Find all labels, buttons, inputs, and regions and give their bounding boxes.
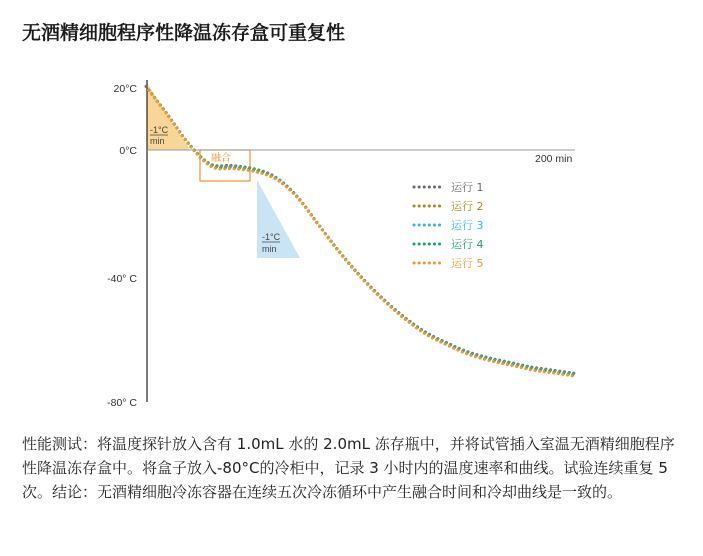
- series-line-run-1: [146, 86, 574, 373]
- series-layer: [146, 86, 576, 376]
- fusion-label: 融合: [211, 153, 231, 164]
- post-fusion-rate-denominator: min: [262, 244, 277, 254]
- series-line-run-3: [147, 88, 575, 375]
- legend: [414, 181, 484, 270]
- legend-label: 运行 5: [451, 257, 484, 270]
- initial-rate-denominator: min: [150, 136, 165, 146]
- legend-label: 运行 1: [451, 181, 484, 194]
- caption: 性能测试：将温度探针放入含有 1.0mL 水的 2.0mL 冻存瓶中，并将试管插入室温无酒精细胞程序性降温冻存盒中。将盒子放入-80°C的冷柜中，记录 3 小时内的温度速率和曲线。试验连续重复 5 次。结论：无酒精细胞冷冻容器在连续五次冷冻循环中产生融合时间和冷却曲线是一致的。: [22, 435, 675, 501]
- chart-title: 无酒精细胞程序性降温冻存盒可重复性: [22, 22, 346, 44]
- series-line-run-5: [148, 90, 576, 377]
- legend-label: 运行 2: [451, 200, 484, 213]
- chart-area: [0, 70, 703, 420]
- y-tick-label: 0°C: [119, 145, 137, 157]
- y-tick-label: 20°C: [113, 83, 137, 95]
- x-tick-label: 200 min: [535, 153, 573, 165]
- y-tick-label: -40° C: [107, 273, 137, 285]
- post-fusion-rate-numerator: -1°C: [262, 232, 281, 242]
- legend-label: 运行 4: [451, 238, 484, 251]
- series-line-run-2: [147, 87, 575, 374]
- initial-rate-numerator: -1°C: [150, 125, 169, 135]
- legend-label: 运行 3: [451, 219, 484, 232]
- series-line-run-4: [147, 89, 575, 376]
- y-tick-label: -80° C: [107, 397, 137, 409]
